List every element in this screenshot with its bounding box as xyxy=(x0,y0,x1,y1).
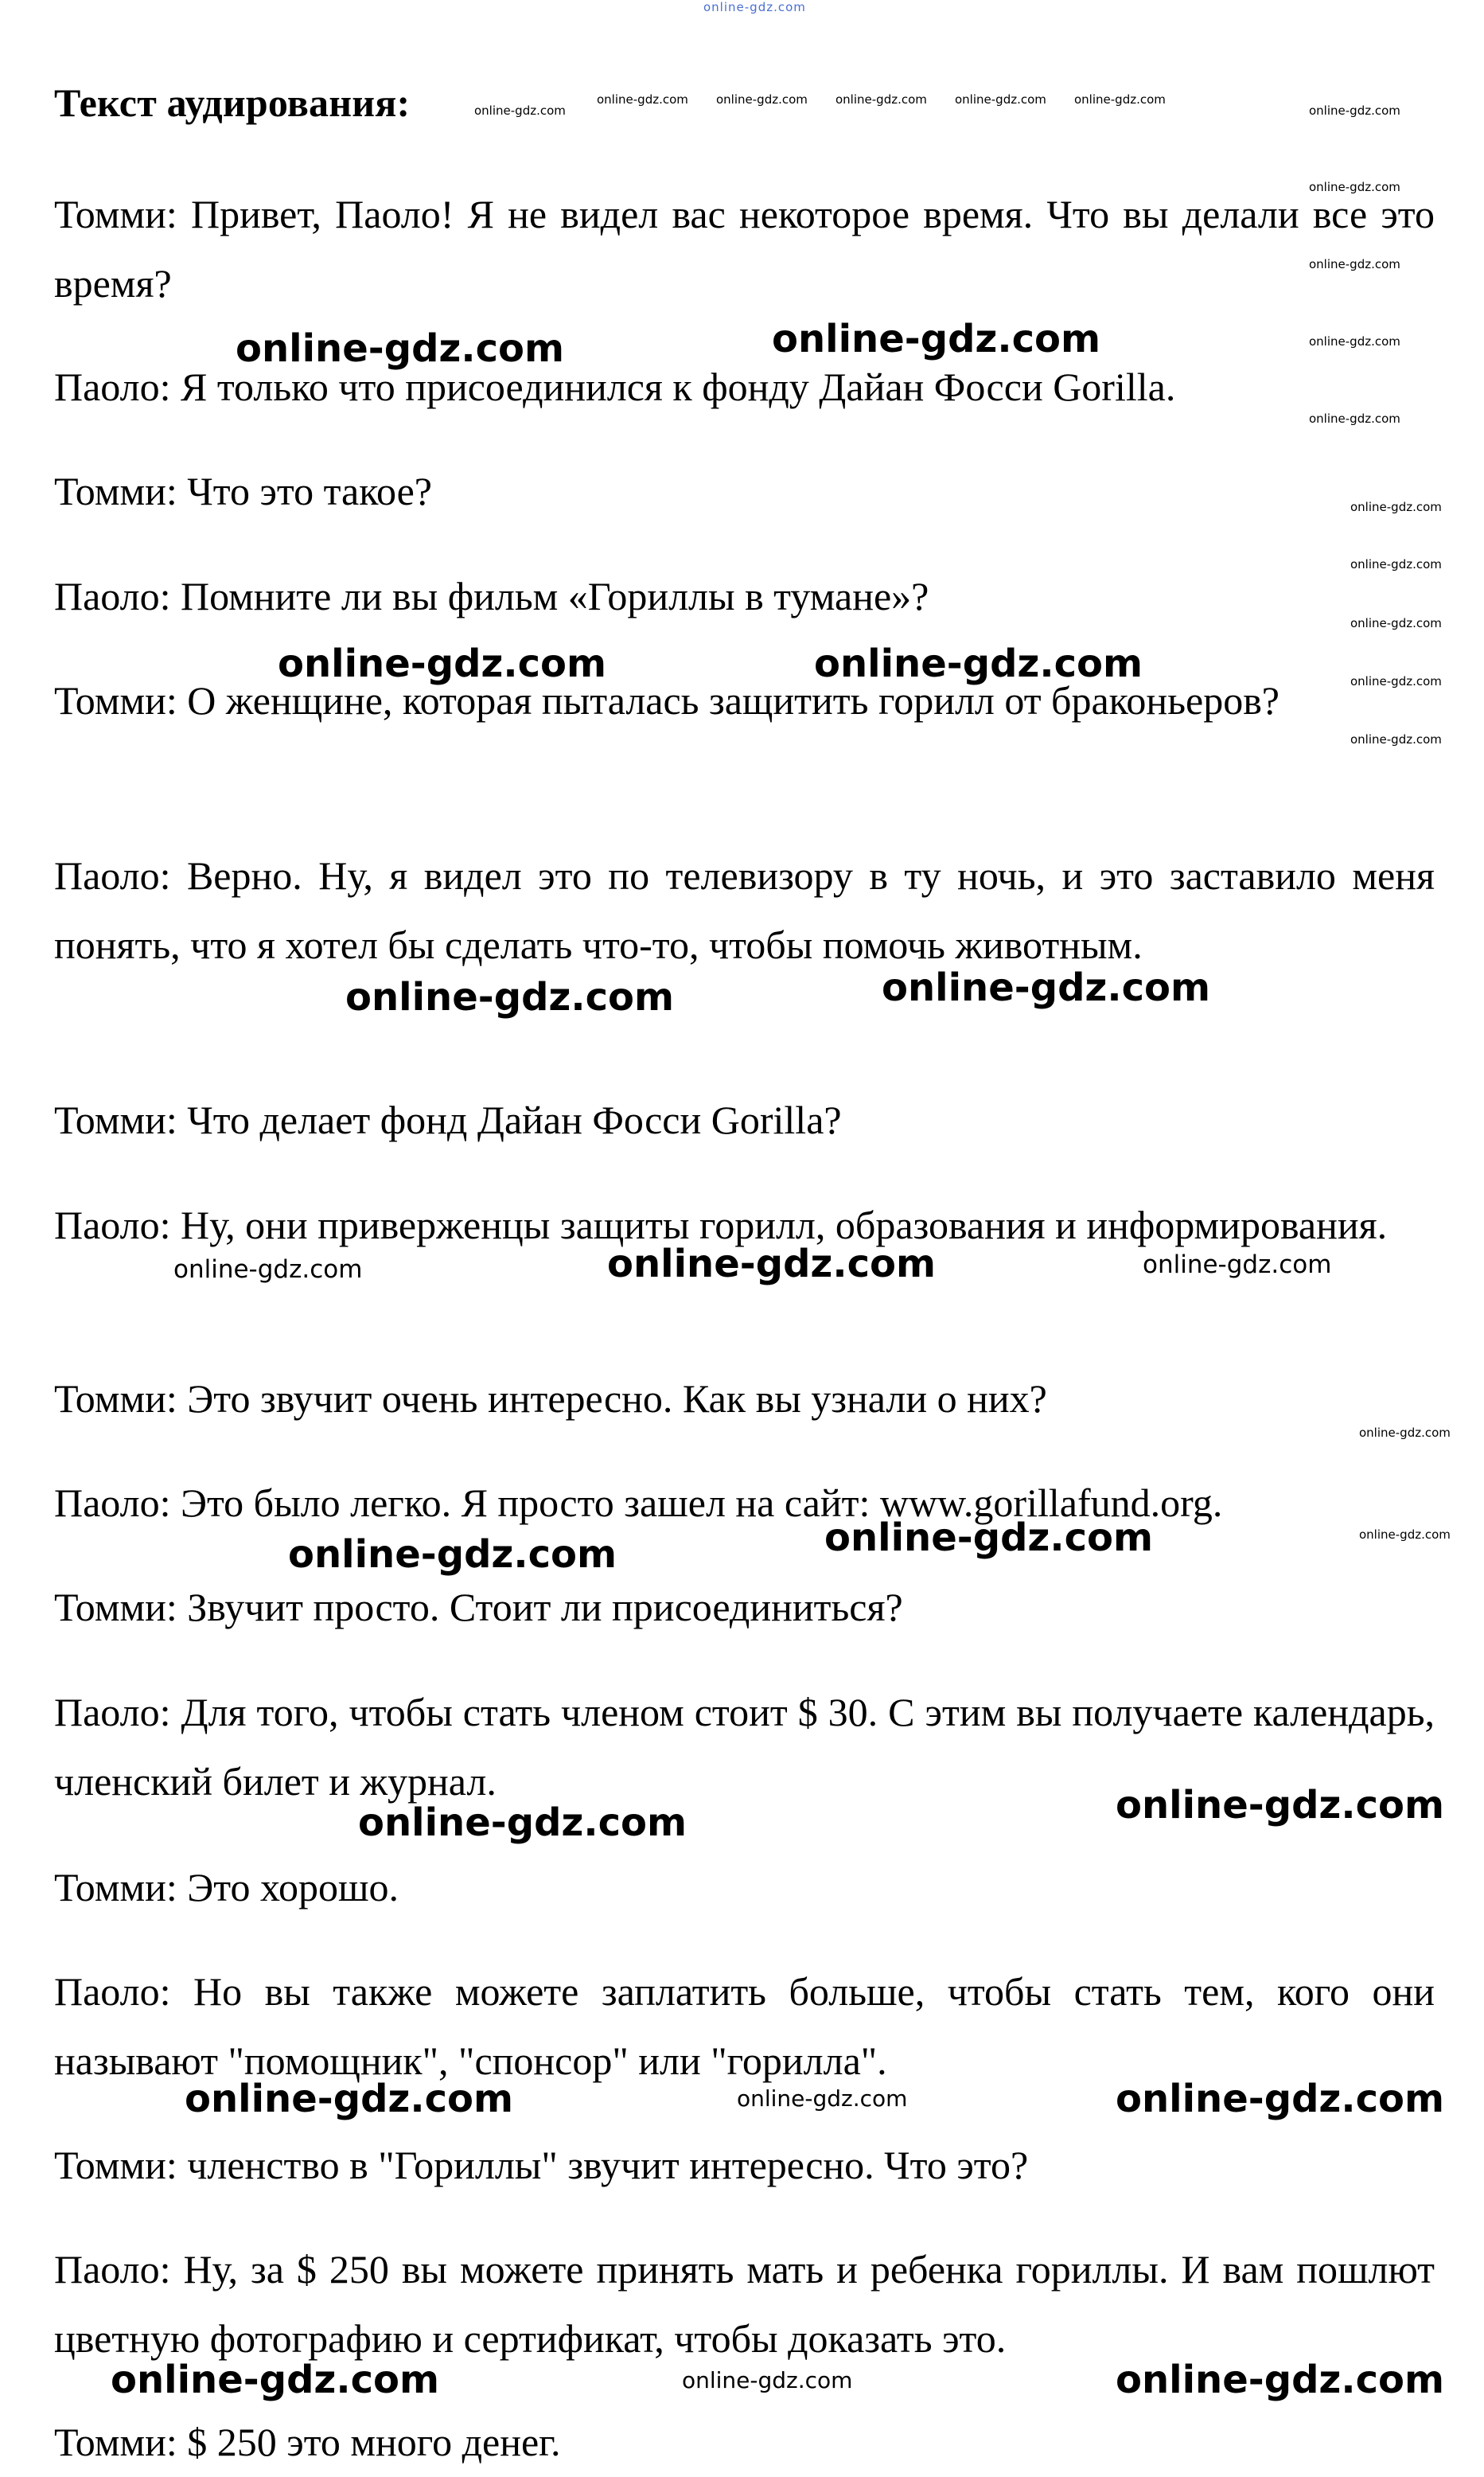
watermark: online-gdz.com xyxy=(278,642,607,686)
dialogue-line: Паоло: Ну, они приверженцы защиты горилл, образования и информирования. xyxy=(54,1203,1388,1247)
watermark: online-gdz.com xyxy=(824,1515,1154,1560)
dialogue-line: Томми: Что делает фонд Дайан Фосси Gorilla? xyxy=(54,1098,842,1142)
watermark: online-gdz.com xyxy=(835,92,927,107)
watermark: online-gdz.com xyxy=(716,92,808,107)
watermark: online-gdz.com xyxy=(737,2085,908,2112)
watermark: online-gdz.com xyxy=(1116,1783,1445,1828)
dialogue-line: Паоло: Но вы также можете заплатить больше, чтобы стать тем, кого они называют "помощник", "спонсор" или "горилла". xyxy=(54,1969,1435,2083)
watermark: online-gdz.com xyxy=(682,2367,853,2393)
watermark: online-gdz.com xyxy=(1143,1250,1332,1279)
dialogue-line: Паоло: Верно. Ну, я видел это по телевизору в ту ночь, и это заставило меня понять, что я хотел бы сделать что-то, чтобы помочь животным. xyxy=(54,853,1435,967)
watermark: online-gdz.com xyxy=(814,642,1143,686)
dialogue-line: Томми: Что это такое? xyxy=(54,469,432,513)
watermark: online-gdz.com xyxy=(1309,180,1400,194)
watermark: online-gdz.com xyxy=(1116,2358,1445,2402)
watermark: online-gdz.com xyxy=(1350,500,1442,514)
dialogue-line: Томми: $ 250 это много денег. xyxy=(54,2420,561,2464)
watermark: online-gdz.com xyxy=(772,317,1101,361)
watermark: online-gdz.com xyxy=(703,0,806,14)
dialogue-line: Томми: О женщине, которая пыталась защитить горилл от браконьеров? xyxy=(54,678,1280,723)
watermark: online-gdz.com xyxy=(607,1242,937,1286)
document-heading: Текст аудирования: xyxy=(54,80,411,125)
dialogue-line: Томми: членство в "Гориллы" звучит интересно. Что это? xyxy=(54,2143,1029,2187)
watermark: online-gdz.com xyxy=(1350,732,1442,747)
watermark: online-gdz.com xyxy=(1350,557,1442,571)
watermark: online-gdz.com xyxy=(111,2358,440,2402)
watermark: online-gdz.com xyxy=(1350,674,1442,688)
watermark: online-gdz.com xyxy=(474,103,566,118)
watermark: online-gdz.com xyxy=(1116,2077,1445,2121)
dialogue-line: Паоло: Помните ли вы фильм «Гориллы в тумане»? xyxy=(54,574,929,618)
dialogue-line: Томми: Привет, Паоло! Я не видел вас некоторое время. Что вы делали все это время? xyxy=(54,192,1435,306)
watermark: online-gdz.com xyxy=(597,92,688,107)
dialogue-line: Паоло: Для того, чтобы стать членом стоит $ 30. С этим вы получаете календарь, членский билет и журнал. xyxy=(54,1690,1435,1804)
dialogue-line: Томми: Это звучит очень интересно. Как вы узнали о них? xyxy=(54,1376,1047,1421)
watermark: online-gdz.com xyxy=(882,965,1211,1010)
watermark: online-gdz.com xyxy=(1359,1527,1451,1542)
watermark: online-gdz.com xyxy=(1309,412,1400,426)
dialogue-line: Паоло: Ну, за $ 250 вы можете принять мать и ребенка гориллы. И вам пошлют цветную фотографию и сертификат, чтобы доказать это. xyxy=(54,2247,1435,2361)
dialogue-line: Томми: Звучит просто. Стоит ли присоединиться? xyxy=(54,1585,903,1629)
watermark: online-gdz.com xyxy=(1350,616,1442,630)
watermark: online-gdz.com xyxy=(1074,92,1166,107)
dialogue-line: Паоло: Я только что присоединился к фонду Дайан Фосси Gorilla. xyxy=(54,365,1176,409)
watermark: online-gdz.com xyxy=(1359,1426,1451,1440)
watermark: online-gdz.com xyxy=(1309,103,1400,118)
watermark: online-gdz.com xyxy=(1309,257,1400,271)
watermark: online-gdz.com xyxy=(345,975,675,1020)
watermark: online-gdz.com xyxy=(288,1532,617,1577)
watermark: online-gdz.com xyxy=(955,92,1046,107)
watermark: online-gdz.com xyxy=(173,1255,363,1284)
watermark: online-gdz.com xyxy=(185,2077,514,2121)
watermark: online-gdz.com xyxy=(236,326,565,371)
dialogue-line: Паоло: Это было легко. Я просто зашел на сайт: www.gorillafund.org. xyxy=(54,1480,1223,1525)
watermark: online-gdz.com xyxy=(358,1800,687,1845)
dialogue-line: Томми: Это хорошо. xyxy=(54,1865,399,1909)
watermark: online-gdz.com xyxy=(1309,334,1400,349)
